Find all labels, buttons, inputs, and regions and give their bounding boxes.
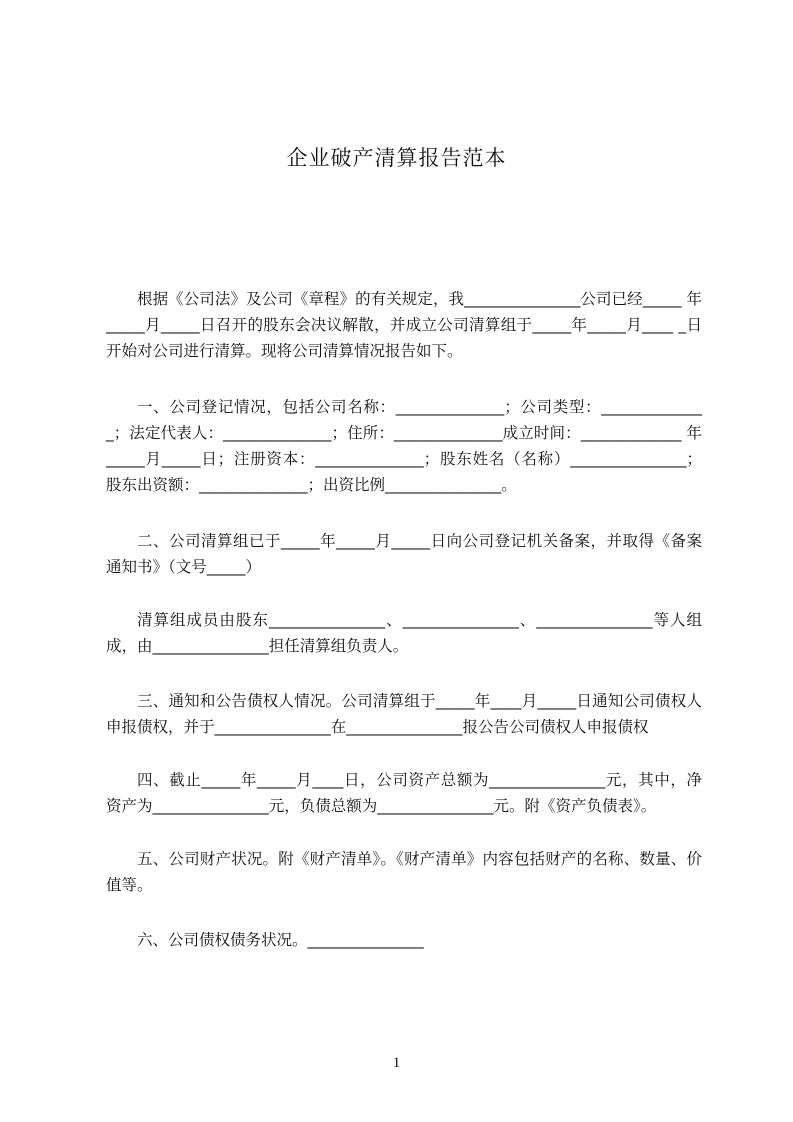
section-2-members: 清算组成员由股东_______________、_______________、_______________等人组成，由_______________担任清算组负责人。 — [106, 611, 702, 655]
section-5-property: 五、公司财产状况。附《财产清单》。《财产清单》内容包括财产的名称、数量、价值等。 — [106, 850, 702, 894]
section-3-creditor-notice: 三、通知和公告债权人情况。公司清算组于_____年____月_____日通知公司债权人申报债权，并于_______________在_______________报公告公司债权人申报债权 — [106, 692, 702, 736]
page-number: 1 — [392, 1055, 401, 1071]
section-2-filing: 二、公司清算组已于_____年_____月_____日向公司登记机关备案，并取得《备案通知书》（文号_____） — [106, 532, 702, 576]
section-1-registration: 一、公司登记情况，包括公司名称：______________；公司类型：_____________ _；法定代表人：______________；住所：______________成立时间：_____________ 年_____月_____日；注册资本：______________；股东姓名（名称）_______________；股东出资额：______________；出资比例_______________。 — [106, 398, 702, 494]
intro-paragraph: 根据《公司法》及公司《章程》的有关规定，我_______________公司已经_____ 年_____月_____日召开的股东会决议解散，并成立公司清算组于_____年_____月____ _日开始对公司进行清算。现将公司清算情况报告如下。 — [106, 290, 702, 360]
section-6-debts: 六、公司债权债务状况。_______________ — [137, 931, 424, 949]
document-title: 企业破产清算报告范本 — [286, 146, 507, 170]
section-4-assets: 四、截止_____年_____月____日，公司资产总额为_______________元，其中，净资产为_______________元，负债总额为_______________元。附《资产负债表》。 — [106, 771, 702, 815]
